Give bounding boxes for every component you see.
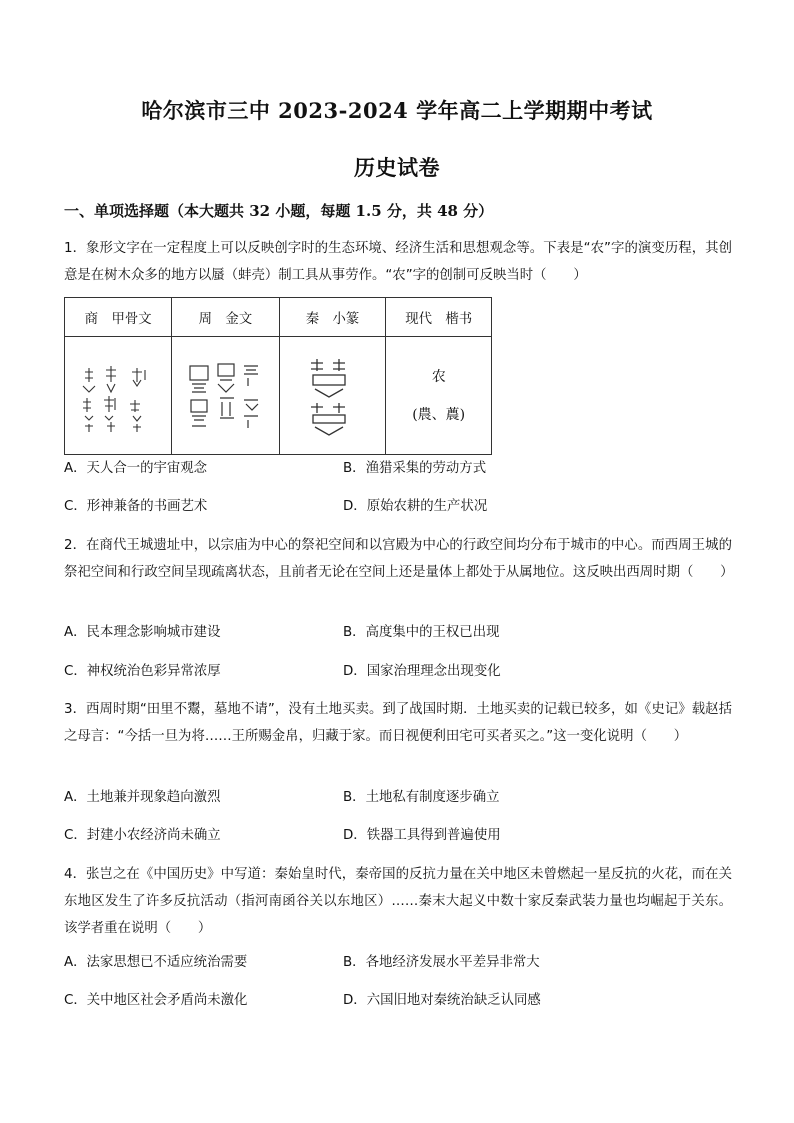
q1-option-d[interactable]: D．原始农耕的生产状况 [343,499,488,514]
q4-option-a[interactable]: A．法家思想已不适应统治需要 [64,955,248,970]
question-3-stem: 3．西周时期“田里不鬻，墓地不请”，没有土地买卖。到了战国时期．土地买卖的记载已较多，如《史记》载赵括之母言：“今括一旦为将……王所赐金帛，归藏于家。而日视便利田宅可买者买之。”这一变化说明（ ） [64,702,732,744]
table-header-shang: 商 甲骨文 [65,298,172,337]
exam-title: 哈尔滨市三中 2023-2024 学年高二上学期期中考试 [141,98,653,123]
q2-option-b[interactable]: B．高度集中的王权已出现 [343,625,500,640]
q4-option-c[interactable]: C．关中地区社会矛盾尚未激化 [64,993,248,1008]
table-header-qin: 秦 小篆 [279,298,386,337]
q1-option-b[interactable]: B．渔猎采集的劳动方式 [343,461,487,476]
q3-option-d[interactable]: D．铁器工具得到普遍使用 [343,828,501,843]
question-2-stem: 2．在商代王城遗址中，以宗庙为中心的祭祀空间和以宫殿为中心的行政空间均分布于城市的中心。而西周王城的祭祀空间和行政空间呈现疏离状态，且前者无论在空间上还是量体上都处于从属地位。这反映出西周时期（ ） [64,538,734,580]
q4-option-b[interactable]: B．各地经济发展水平差异非常大 [343,955,540,970]
q2-option-d[interactable]: D．国家治理理念出现变化 [343,664,501,679]
section-heading: 一、单项选择题（本大题共 32 小题，每题 1.5 分，共 48 分） [64,202,494,220]
question-1-stem: 1．象形文字在一定程度上可以反映创字时的生态环境、经济生活和思想观念等。下表是“农”字的演变历程，其创意是在树木众多的地方以蜃（蚌壳）制工具从事劳作。“农”字的创制可反映当时（ ） [64,241,732,283]
q1-option-c[interactable]: C．形神兼备的书画艺术 [64,499,208,514]
q2-option-a[interactable]: A．民本理念影响城市建设 [64,625,221,640]
q3-option-a[interactable]: A．土地兼并现象趋向激烈 [64,790,221,805]
modern-character: 农 [431,368,446,385]
modern-regular-script-cell [386,337,492,455]
q1-option-a[interactable]: A．天人合一的宇宙观念 [64,461,208,476]
small-seal-glyphs-image [279,337,386,455]
q3-option-b[interactable]: B．土地私有制度逐步确立 [343,790,500,805]
modern-character-variants: (農、蕽) [412,406,466,423]
oracle-bone-glyphs-image [65,337,172,455]
question-4-stem: 4．张岂之在《中国历史》中写道：秦始皇时代，秦帝国的反抗力量在关中地区未曾燃起一星反抗的火花，而在关东地区发生了许多反抗活动（指河南函谷关以东地区）……秦末大起义中数十家反秦武装力量也均崛起于关东。该学者重在说明（ ） [64,867,732,936]
table-header-zhou: 周 金文 [172,298,279,337]
q3-option-c[interactable]: C．封建小农经济尚未确立 [64,828,221,843]
q4-option-d[interactable]: D．六国旧地对秦统治缺乏认同感 [343,993,541,1008]
table-header-modern: 现代 楷书 [386,298,492,337]
q2-option-c[interactable]: C．神权统治色彩异常浓厚 [64,664,221,679]
exam-subtitle: 历史试卷 [354,155,440,180]
bronze-inscription-glyphs-image [172,337,279,455]
character-evolution-table [64,297,492,455]
